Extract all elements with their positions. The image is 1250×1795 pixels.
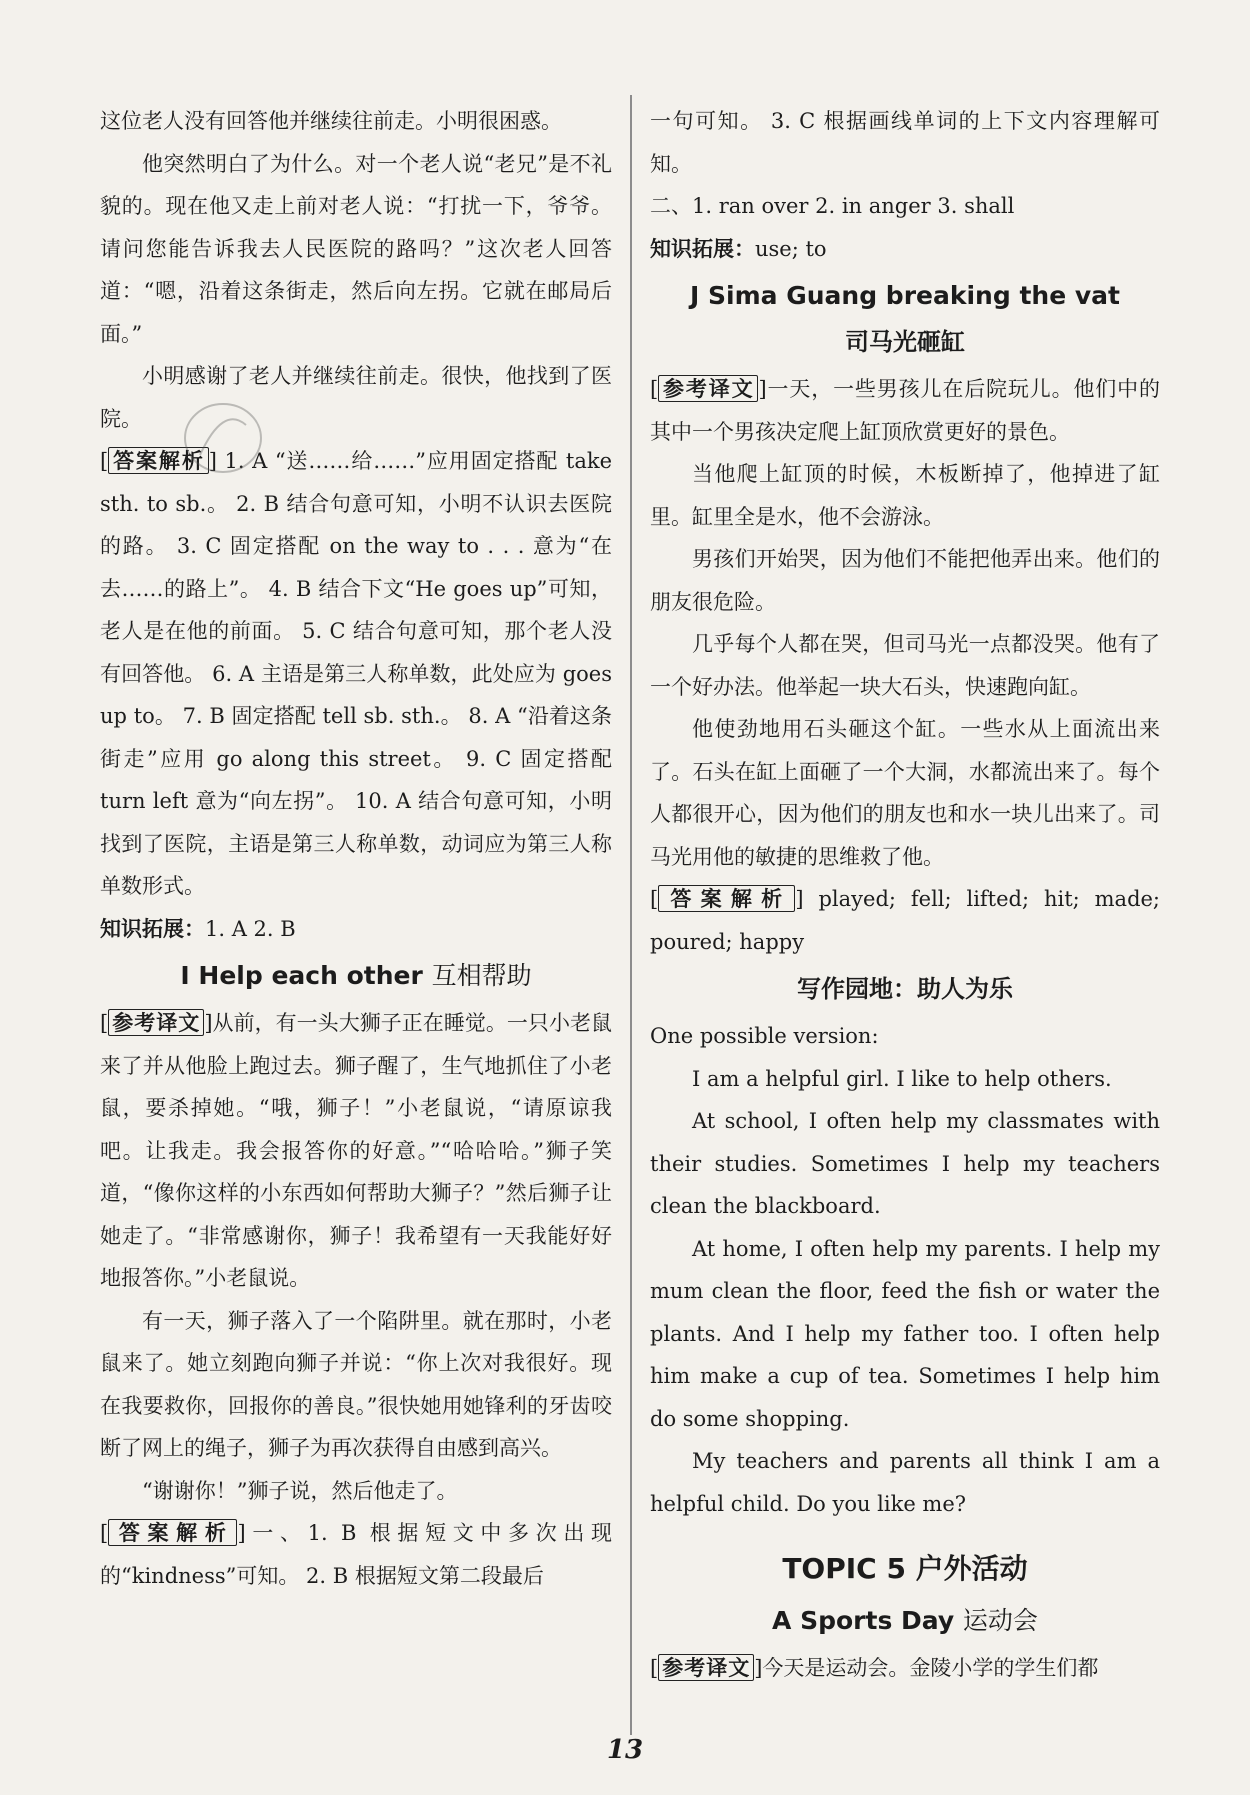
paragraph: 他使劲地用石头砸这个缸。一些水从上面流出来了。石头在缸上面砸了一个大洞，水都流出来了。每个人都很开心，因为他们的朋友也和水一块儿出来了。司马光用他的敏捷的思维救了他。 [650, 717, 1160, 869]
paragraph: At home, I often help my parents. I help my mum clean the floor, feed the fish or water the plants. And I help my father too. I often help him make a cup of tea. Sometimes I help him do some shopping. [650, 1236, 1160, 1431]
paragraph: “谢谢你！”狮子说，然后他走了。 [142, 1478, 458, 1503]
paragraph: 一句可知。 3. C 根据画线单词的上下文内容理解可知。 [650, 109, 1160, 176]
section-title-cn: 运动会 [962, 1606, 1038, 1635]
knowledge-extension [650, 228, 1160, 271]
paragraph: 有一天，狮子落入了一个陷阱里。就在那时，小老鼠来了。她立刻跑向狮子并说：“你上次对我很好。现在我要救你，回报你的善良。”很快她用她锋利的牙齿咬断了网上的绳子，狮子为再次获得自由感到高兴。 [100, 1308, 612, 1460]
writing-title: 写作园地：助人为乐 [797, 975, 1013, 1003]
translation-label: 参考译文 [108, 1009, 204, 1036]
ext-text: 1. A 2. B [205, 916, 296, 941]
paragraph: 这位老人没有回答他并继续往前走。小明很困惑。 [100, 109, 562, 133]
answer-text: 1. A “送……给……”应用固定搭配 take sth. to sb.。 2. B 结合句意可知，小明不认识去医院的路。 3. C 固定搭配 on the way to . . . 意为“在去……的路上”。 4. B 结合下文“He goes up”可知，老人是在他的前面。 5. C 结合句意可知，那个老人没有回答他。 6. A 主语是第三人称单数，此处应为 goes up to。 7. B 固定搭配 tell sb. sth.。 8. A “沿着这条街走”应用 go along this street。 9. C 固定搭配 turn left 意为“向左拐”。 10. A 结合句意可知，小明找到了医院，主语是第三人称单数，动词应为第三人称单数形式。 [100, 449, 613, 898]
knowledge-extension [100, 908, 612, 951]
paragraph: One possible version: [650, 1024, 879, 1048]
translation: [ 参考译文 ]一天，一些男孩儿在后院玩儿。他们中的其中一个男孩决定爬上缸顶欣赏更好的景色。 [650, 376, 1161, 444]
section-title [650, 1601, 1160, 1641]
paragraph: 一天，一些男孩儿在后院玩儿。他们中的其中一个男孩决定爬上缸顶欣赏更好的景色。 [650, 377, 1161, 444]
ext-label: 知识拓展： [100, 915, 205, 941]
section-title-cn: 互相帮助 [431, 961, 532, 990]
ext-text: use; to [755, 236, 827, 261]
paragraph: At school, I often help my classmates with their studies. Sometimes I help my teachers clean the blackboard. [650, 1109, 1160, 1218]
paragraph: 他突然明白了为什么。对一个老人说“老兄”是不礼貌的。现在他又走上前对老人说：“打扰一下，爷爷。请问您能告诉我去人民医院的路吗？”这次老人回答道：“嗯，沿着这条街走，然后向左拐。它就在邮局后面。” [100, 151, 612, 346]
column-divider [630, 95, 632, 1735]
answer-label: 答案解析 [658, 885, 795, 912]
paragraph: 小明感谢了老人并继续往前走。很快，他找到了医院。 [100, 364, 612, 431]
answer-label: 答案解析 [108, 447, 209, 474]
paragraph: I am a helpful girl. I like to help others. [692, 1066, 1112, 1091]
section-title-en: A Sports Day [772, 1606, 955, 1635]
page-number: 13 [606, 1735, 644, 1765]
topic-title: TOPIC 5 户外活动 [782, 1552, 1028, 1585]
ext-label: 知识拓展： [650, 235, 755, 261]
translation-label: 参考译文 [658, 375, 758, 402]
translation: [ 参考译文 ]今天是运动会。金陵小学的学生们都 [650, 1655, 1099, 1680]
section-subtitle: 司马光砸缸 [845, 328, 965, 356]
paragraph: 今天是运动会。金陵小学的学生们都 [762, 1656, 1099, 1680]
paragraph: 从前，有一头大狮子正在睡觉。一只小老鼠来了并从他脸上跑过去。狮子醒了，生气地抓住了小老鼠，要杀掉她。“哦，狮子！”小老鼠说，“请原谅我吧。让我走。我会报答你的好意。”“哈哈哈。”狮子笑道，“像你这样的小东西如何帮助大狮子？”然后狮子让她走了。“非常感谢你，狮子！我希望有一天我能好好地报答你。”小老鼠说。 [100, 1011, 612, 1290]
paragraph: My teachers and parents all think I am a helpful child. Do you like me? [650, 1449, 1160, 1516]
paragraph: 几乎每个人都在哭，但司马光一点都没哭。他有了一个好办法。他举起一块大石头，快速跑向缸。 [650, 632, 1160, 699]
answer-analysis: [ 答案解析 ]一、1. B 根据短文中多次出现的“kindness”可知。 2. B 根据短文第二段最后 [100, 1520, 613, 1588]
answer-text: 一、1. B 根据短文中多次出现的“kindness”可知。 2. B 根据短文第二段最后 [100, 1521, 613, 1588]
translation-label: 参考译文 [658, 1654, 754, 1681]
right-column [650, 100, 1160, 1690]
answer-analysis: [ 答案解析 ] played; fell; lifted; hit; made; poured; happy [650, 886, 1161, 954]
section-title [100, 956, 612, 996]
translation: [ 参考译文 ]从前，有一头大狮子正在睡觉。一只小老鼠来了并从他脸上跑过去。狮子醒了，生气地抓住了小老鼠，要杀掉她。“哦，狮子！”小老鼠说，“请原谅我吧。让我走。我会报答你的好意。”“哈哈哈。”狮子笑道，“像你这样的小东西如何帮助大狮子？”然后狮子让她走了。“非常感谢你，狮子！我希望有一天我能好好地报答你。”小老鼠说。 [100, 1010, 612, 1290]
paragraph: 当他爬上缸顶的时候，木板断掉了，他掉进了缸里。缸里全是水，他不会游泳。 [650, 462, 1160, 529]
section-title: J Sima Guang breaking the vat [690, 281, 1120, 310]
paragraph: 男孩们开始哭，因为他们不能把他弄出来。他们的朋友很危险。 [650, 547, 1160, 614]
paragraph: 二、1. ran over 2. in anger 3. shall [650, 194, 1015, 218]
answer-text: played; fell; lifted; hit; made; poured; happy [650, 887, 1161, 954]
answer-label: 答案解析 [108, 1519, 237, 1546]
library-stamp-icon [180, 395, 266, 481]
section-title-en: I Help each other [180, 961, 423, 990]
answer-analysis: [ 答案解析 ] 1. A “送……给……”应用固定搭配 take sth. to sb.。 2. B 结合句意可知，小明不认识去医院的路。 3. C 固定搭配 on the way to . . . 意为“在去……的路上”。 4. B 结合下文“He goes up”可知，老人是在他的前面。 5. C 结合句意可知，那个老人没有回答他。 6. A 主语是第三人称单数，此处应为 goes up to。 7. B 固定搭配 tell sb. sth.。 8. A “沿着这条街走”应用 go along this street。 9. C 固定搭配 turn left 意为“向左拐”。 10. A 结合句意可知，小明找到了医院，主语是第三人称单数，动词应为第三人称单数形式。 [100, 448, 613, 898]
left-column [100, 100, 612, 1597]
